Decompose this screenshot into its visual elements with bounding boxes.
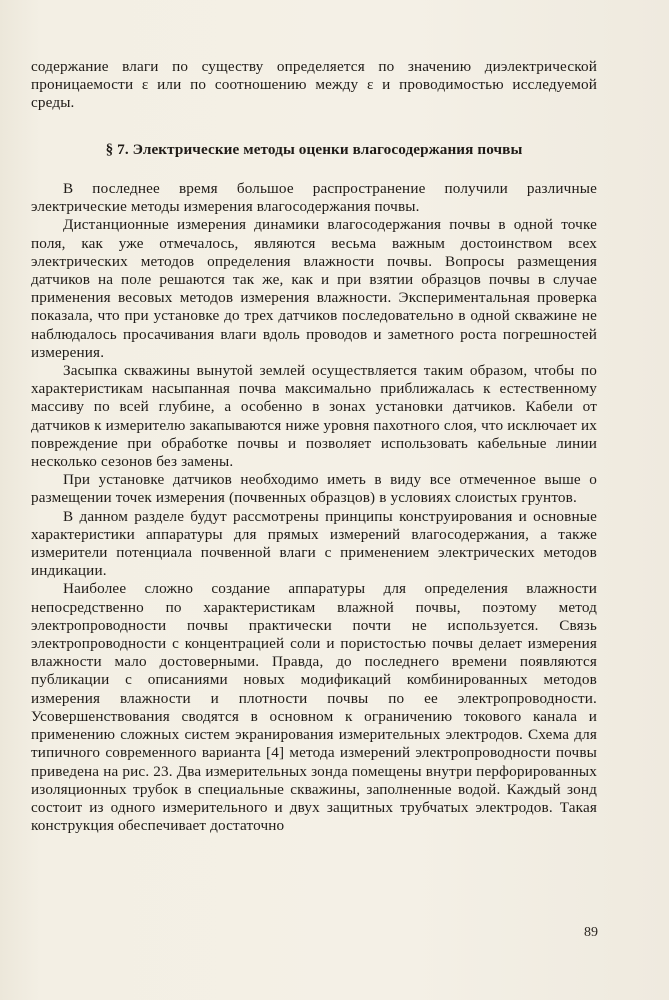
section-body <box>31 180 597 835</box>
paragraph: В данном разделе будут рассмотрены принципы конструирования и основные характеристики аппаратуры для прямых измерений влагосодержания, а также измерители потенциала почвенной влаги с применением электрических методов индикации. <box>31 507 597 580</box>
page-number: 89 <box>584 925 598 940</box>
intro-paragraph: содержание влаги по существу определяется по значению диэлектрической проницаемости ε или по соотношению между ε и проводимостью исследуемой среды. <box>31 58 597 112</box>
paragraph: Засыпка скважины вынутой землей осуществляется таким образом, чтобы по характеристикам насыпанная почва максимально приближалась к естественному массиву по всей глубине, а особенно в зонах установки датчиков. Кабели от датчиков к измерителю закапываются ниже уровня пахотного слоя, что исключает их повреждение при обработке почвы и позволяет использовать кабельные линии несколько сезонов без замены. <box>31 362 597 471</box>
section-heading: § 7. Электрические методы оценки влагосодержания почвы <box>105 141 523 158</box>
paragraph: Наиболее сложно создание аппаратуры для определения влажности непосредственно по характеристикам влажной почвы, поэтому метод электропроводности почвы практически почти не используется. Связь электропроводности с концентрацией соли и пористостью почвы делает измерения влажности мало достоверными. Правда, до последнего времени появляются публикации с описаниями новых модификаций комбинированных методов измерения влажности и плотности почвы по ее электропроводности. Усовершенствования сводятся в основном к ограничению токового канала и применению сложных систем экранирования измерительных электродов. Схема для типичного современного варианта [4] метода измерений электропроводности почвы приведена на рис. 23. Два измерительных зонда помещены внутри перфорированных изоляционных трубок в специальные скважины, заполненные водой. Каждый зонд состоит из одного измерительного и двух защитных трубчатых электродов. Такая конструкция обеспечивает достаточно <box>31 580 597 835</box>
paragraph: При установке датчиков необходимо иметь в виду все отмеченное выше о размещении точек измерения (почвенных образцов) в условиях слоистых грунтов. <box>31 471 597 507</box>
paragraph: В последнее время большое распространение получили различные электрические методы измерения влагосодержания почвы. <box>31 180 597 216</box>
paragraph: Дистанционные измерения динамики влагосодержания почвы в одной точке поля, как уже отмечалось, являются весьма важным достоинством всех электрических методов определения влажности почвы. Вопросы размещения датчиков на поле решаются так же, как и при взятии образцов почвы в случае применения весовых методов измерения влажности. Экспериментальная проверка показала, что при установке до трех датчиков последовательно в одной скважине не наблюдалось просачивания влаги вдоль проводов и заметного роста погрешностей измерения. <box>31 216 597 361</box>
